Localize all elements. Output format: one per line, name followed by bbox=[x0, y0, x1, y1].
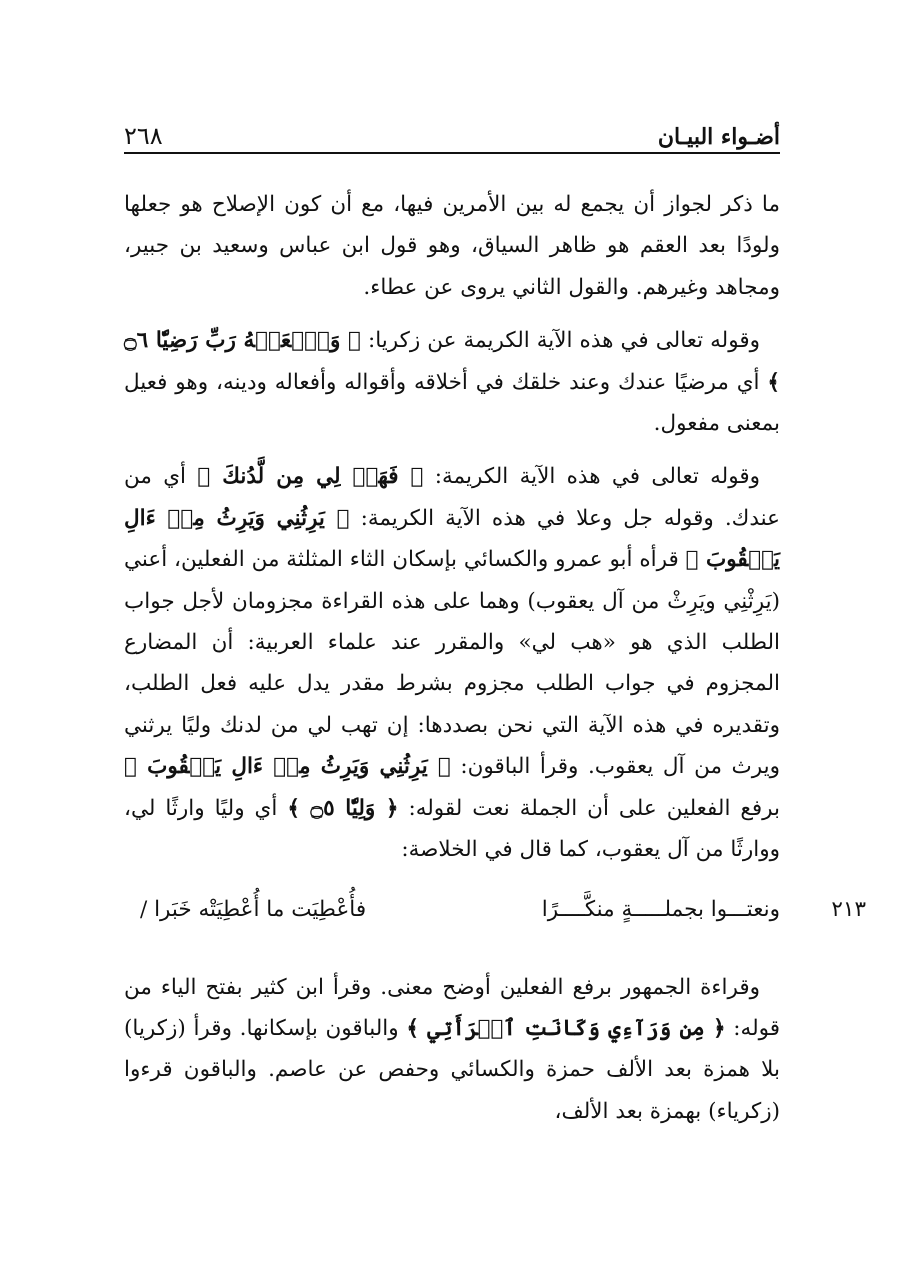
text-run: أي من عندك. وقوله جل وعلا في هذه الآية الكريمة: bbox=[124, 464, 780, 531]
page-body bbox=[124, 184, 866, 1132]
paragraph-2 bbox=[124, 320, 780, 444]
running-title: أضـواء البيـان bbox=[657, 124, 780, 150]
text-run: قرأه أبو عمرو والكسائي بإسكان الثاء المثلثة من الفعلين، أعني (يَرِثْنِي ويَرِثْ من آل يعقوب) وهما على هذه القراءة مجزومان لأجل جواب الطلب الذي هو «هب لي» والمقرر عند علماء العربية: أن المضارع المجزوم في جواب الطلب مجزوم بشرط مقدر يدل عليه فعل الطلب، وتقديره في هذه الآية التي نحن بصددها: إن تهب لي من لدنك وليًا يرثني ويرث من آل يعقوب. وقرأ الباقون: bbox=[124, 547, 780, 780]
verse-number: ٢١٣ bbox=[831, 896, 866, 922]
quran-quote: ﴿ فَهَبۡ لِي مِن لَّدُنكَ ﴾ bbox=[197, 464, 424, 490]
text-run: برفع الفعلين على أن الجملة نعت لقوله: bbox=[398, 795, 780, 821]
text-run: وقوله تعالى في هذه الآية الكريمة: bbox=[423, 464, 760, 490]
verse-first-hemistich: ونعتـــوا بجملـــــةٍ منكَّــــرًا bbox=[541, 896, 780, 922]
quran-quote: ﴿ يَرِثُنِي وَيَرِثُ مِنۡ ءَالِ يَعۡقُوبَ ﴾ bbox=[124, 754, 451, 780]
text-run: والباقون بإسكانها. وقرأ (زكريا) بلا همزة بعد الألف حمزة والكسائي وحفص عن عاصم. والباقون قرءوا (زكرياء) بهمزة بعد الألف، bbox=[124, 1015, 780, 1124]
text-run: وقوله تعالى في هذه الآية الكريمة عن زكريا: bbox=[360, 328, 760, 354]
paragraph-4 bbox=[124, 967, 780, 1133]
page-number: ٢٦٨ bbox=[124, 122, 163, 150]
verse-second-hemistich: فأُعْطِيَت ما أُعْطِيَتْه خَبَرا / bbox=[140, 896, 367, 922]
quran-quote: ﴿ يَرِثُنِي وَيَرِثُ مِنۡ ءَالِ يَعۡقُوبَ ﴾ bbox=[124, 505, 780, 573]
text-run: أي وليًا وارثًا لي، ووارثًا من آل يعقوب، كما قال في الخلاصة: bbox=[124, 795, 780, 863]
text-run: وقراءة الجمهور برفع الفعلين أوضح معنى. وقرأ ابن كثير بفتح الياء من قوله: bbox=[124, 974, 781, 1041]
text-run: أي مرضيًا عندك وعند خلقك في أخلاقه وأقواله وأفعاله ودينه، وهو فعيل بمعنى مفعول. bbox=[124, 369, 780, 437]
poetry-verse bbox=[124, 887, 866, 945]
document-page bbox=[124, 110, 866, 1132]
paragraph-1: ما ذكر لجواز أن يجمع له بين الأمرين فيها، مع أن كون الإصلاح هو جعلها ولودًا بعد العقم هو ظاهر السياق، وهو قول ابن عباس وسعيد بن جبير، ومجاهد وغيرهم. والقول الثاني يروى عن عطاء. bbox=[124, 192, 780, 300]
paragraph-3 bbox=[124, 456, 780, 870]
page-header bbox=[124, 110, 780, 154]
quran-quote: ﴿ وَلِيّٗا ۝٥ ﴾ bbox=[287, 795, 399, 821]
quran-quote: ﴿ وَٱجۡعَلۡهُ رَبِّ رَضِيّٗا ۝٦ ﴾ bbox=[124, 328, 780, 395]
quran-quote: ﴿ مِن وَرَآءِي وَكَانَتِ ٱمۡرَأَتِي ﴾ bbox=[406, 1015, 726, 1041]
